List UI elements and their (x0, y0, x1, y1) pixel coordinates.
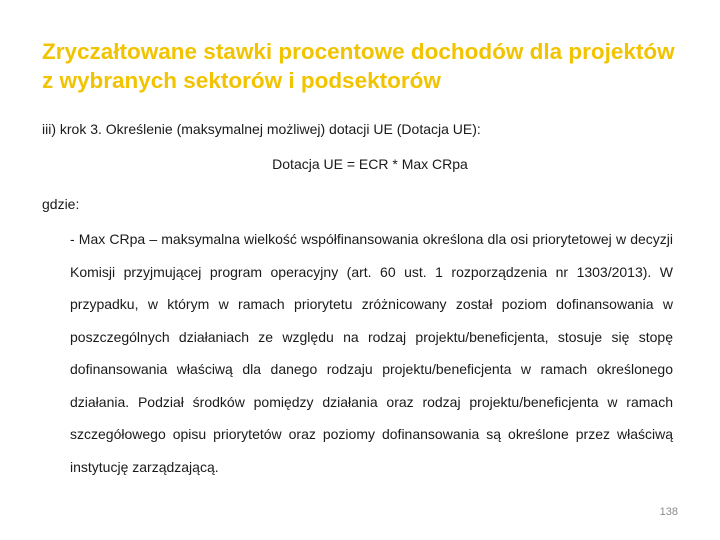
definition-paragraph: - Max CRpa – maksymalna wielkość współfinansowania określona dla osi priorytetowej w decyzji Komisji przyjmującej program operacyjny (art. 60 ust. 1 rozporządzenia nr 1303/2013). W przypadku, w którym w ramach priorytetu zróżnicowany został poziom dofinansowania w poszczególnych działaniach ze względu na rodzaj projektu/beneficjenta, stosuje się stopę dofinansowania właściwą dla danego rodzaju projektu/beneficjenta w ramach określonego działania. Podział środków pomiędzy działania oraz rodzaj projektu/beneficjenta w ramach szczegółowego opisu priorytetów oraz poziomy dofinansowania są określone przez właściwą instytucję zarządzającą. (70, 231, 673, 475)
step-heading: iii) krok 3. Określenie (maksymalnej możliwej) dotacji UE (Dotacja UE): (42, 121, 481, 137)
page-number: 138 (659, 506, 678, 518)
formula: Dotacja UE = ECR * Max CRpa (272, 156, 468, 172)
where-label: gdzie: (42, 196, 80, 212)
slide-title: Zryczałtowane stawki procentowe dochodów dla projektów z wybranych sektorów i podsektorów (42, 39, 675, 93)
